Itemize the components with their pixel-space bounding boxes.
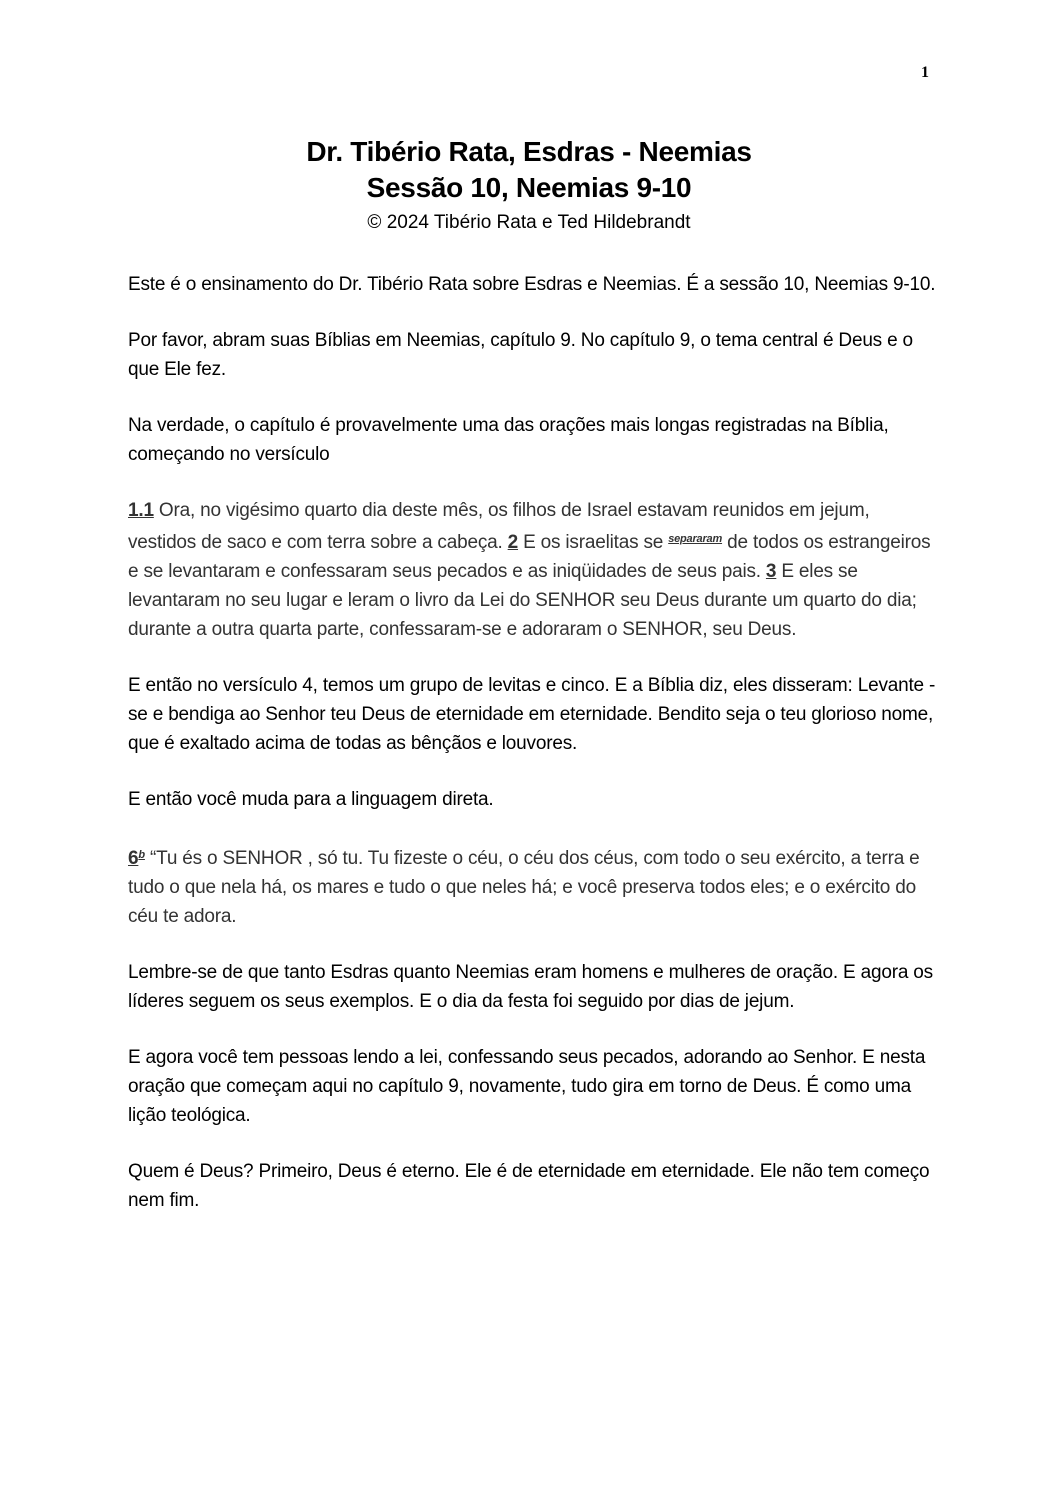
document-title-line-2: Sessão 10, Neemias 9-10 xyxy=(366,172,692,203)
paragraph-direct-language: E então você muda para a linguagem direta. xyxy=(128,789,494,810)
verse-text-1: Ora, no vigésimo quarto dia deste mês, os filhos de Israel estavam reunidos em jejum, vestidos de saco e com terra sobre a cabeça. xyxy=(128,500,870,553)
verse-number-6[interactable]: 6 xyxy=(128,848,139,869)
scripture-quote-verse-6 xyxy=(128,841,938,931)
verse-text-2a: E os israelitas se xyxy=(518,532,669,553)
paragraph-prayer-people: Lembre-se de que tanto Esdras quanto Neemias eram homens e mulheres de oração. E agora os líderes seguem os seus exemplos. E o dia da festa foi seguido por dias de jejum. xyxy=(128,962,933,1012)
scripture-quote-verses-1-3 xyxy=(128,496,938,644)
paragraph-levites: E então no versículo 4, temos um grupo de levitas e cinco. E a Bíblia diz, eles disseram: Levante -se e bendiga ao Senhor teu Deus de eternidade em eternidade. Bendito seja o teu glorioso nome, que é exaltado acima de todas as bênçãos e louvores. xyxy=(128,675,936,754)
verse-number-2[interactable]: 2 xyxy=(507,532,519,553)
verse-number-1-1[interactable]: 1.1 xyxy=(128,500,154,521)
paragraph-intro: Este é o ensinamento do Dr. Tibério Rata sobre Esdras e Neemias. É a sessão 10, Neemias 9-10. xyxy=(128,274,936,295)
copyright-line: © 2024 Tibério Rata e Ted Hildebrandt xyxy=(367,212,691,233)
paragraph-reading-law: E agora você tem pessoas lendo a lei, confessando seus pecados, adorando ao Senhor. E nesta oração que começam aqui no capítulo 9, novamente, tudo gira em torno de Deus. É como uma lição teológica. xyxy=(128,1047,926,1126)
document-header xyxy=(128,134,930,236)
footnote-link-b[interactable]: b xyxy=(138,849,145,861)
document-body xyxy=(128,270,938,1242)
paragraph-longest-prayer: Na verdade, o capítulo é provavelmente uma das orações mais longas registradas na Bíblia, começando no versículo xyxy=(128,415,889,465)
verse-text-6: “Tu és o SENHOR , só tu. Tu fizeste o céu, o céu dos céus, com todo o seu exército, a terra e tudo o que nela há, os mares e tudo o que neles há; e você preserva todos eles; e o exército do céu te adora. xyxy=(128,848,920,927)
page-number: 1 xyxy=(921,64,929,81)
footnote-link-separaram[interactable]: separaram xyxy=(668,533,723,545)
paragraph-who-is-god: Quem é Deus? Primeiro, Deus é eterno. Ele é de eternidade em eternidade. Ele não tem começo nem fim. xyxy=(128,1161,930,1211)
verse-number-3[interactable]: 3 xyxy=(765,561,777,582)
verse-text-2b: de todos os estrangeiros e se levantaram e confessaram seus pecados e as iniqüidades de seus pais. xyxy=(128,532,931,582)
verse-text-3: E eles se levantaram no seu lugar e leram o livro da Lei do SENHOR seu Deus durante um quarto do dia; durante a outra quarta parte, confessaram-se e adoraram o SENHOR, seu Deus. xyxy=(128,561,917,640)
paragraph-open-bibles: Por favor, abram suas Bíblias em Neemias, capítulo 9. No capítulo 9, o tema central é Deus e o que Ele fez. xyxy=(128,330,913,380)
document-title-line-1: Dr. Tibério Rata, Esdras - Neemias xyxy=(306,136,752,167)
